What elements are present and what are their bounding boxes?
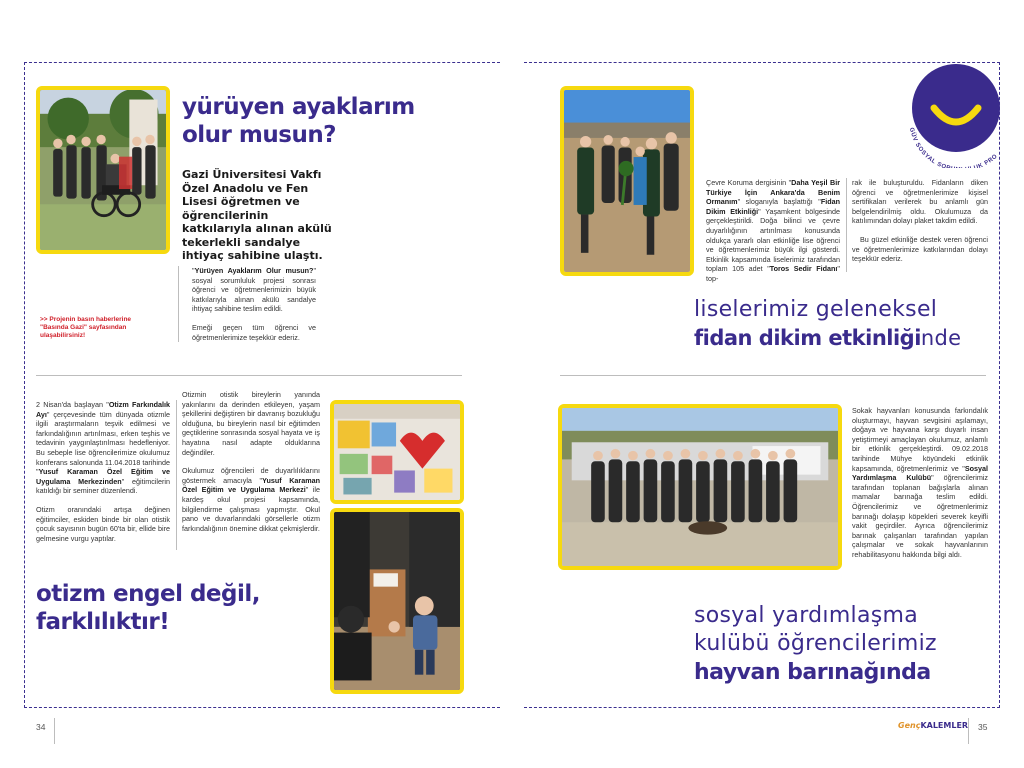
tree-planting-photo	[560, 86, 694, 276]
article2-col2-p1: Otizmin otistik bireylerin yanında yakınlarını da derinden etkileyen, yaşam şekillerini değiştiren bir davranış bozukluğu olduğuna, bu bireylerin nasıl bir eğitimden geçtiklerine sonrasında sosyal hayata ve iş hayatına nasıl adapte olduklarına değindiler.	[182, 390, 320, 457]
text-segment: Sokak hayvanları konusunda farkındalık oluşturmayı, hayvan sevgisini aşılamayı, doğaya ve hayvana karşı duyarlı insan yetiştirmeyi amaçlayan okulumuz, anlamlı bir etkinlik gerçekleştirdi. 09.02.2018 tarihinde Mühye köyündeki etkinlik kapsamında, öğretmenlerimiz ve "	[852, 406, 988, 473]
article3-title-suffix: nde	[920, 326, 962, 350]
text-segment: Çevre Koruma dergisinin "	[706, 178, 792, 187]
project-name: Yürüyen Ayaklarım Olur musun?	[194, 266, 314, 275]
press-note-line1: >> Projenin basın haberlerine	[40, 316, 132, 323]
page-number-left: 34	[36, 722, 46, 732]
article2-title-line2: farklılıktır!	[36, 609, 170, 635]
slogan: Daha Yeşil Bir Türkiye İçin Ankara'da Benim Ormanım	[706, 178, 840, 207]
text-segment: 2 Nisan'da başlayan "	[36, 400, 109, 409]
article4-title	[694, 602, 994, 688]
event-name: Fidan Dikim Etkinliği	[706, 197, 840, 216]
article2-col1	[36, 400, 170, 552]
badge-text: GÜV SOSYAL SO UK PRO	[907, 127, 1000, 168]
article4-title-line1: sosyal yardımlaşma	[694, 603, 919, 628]
article3-col2	[852, 178, 988, 273]
article2-title	[36, 580, 260, 636]
center-name: Yusuf Karaman Özel Eğitim ve Uygulama Merkezi	[182, 475, 320, 495]
text-segment: " çerçevesinde tüm dünyada otizmle ilgili araştırmaların teşvik edilmesi ve farkındalığının artırılması, erken teşhis ve tedavinin yaygınlaştırılması hedefleniyor. Bu sebeple lise öğrencilerimize okulumuz konferans salonunda 11.04.2018 tarihinde "	[36, 409, 170, 477]
autism-wall-photo	[330, 400, 464, 504]
text-segment: " sloganıyla başlattığı "	[737, 197, 821, 207]
press-note-line3: ulaşabilirsiniz!	[40, 332, 86, 339]
article1-lead: Gazi Üniversitesi Vakfı Özel Anadolu ve Fen Lisesi öğretmen ve öğrencilerinin katkılarıyla alınan akülü tekerlekli sandalye ihtiyaç sahibine ulaştı.	[182, 168, 332, 262]
child-activity-photo	[330, 508, 464, 694]
article1-title-line1: yürüyen ayaklarım	[182, 94, 415, 120]
article3-col2-p2: Bu güzel etkinliğe destek veren öğrenci ve öğretmenlerimize katkılarından dolayı teşekkür ederiz.	[852, 234, 988, 264]
footer-divider	[54, 718, 55, 744]
text-segment: " Yaşamkent bölgesinde gerçekleştirildi. Doğa bilinci ve çevre duyarlılığının artırılması konusunda oldukça yararlı olan etkinliğe lise öğrenci ve öğretmenlerimiz büyük ilgi gösterdi. Etkinlik kapsamında liselerimiz tarafından toplam 105 adet "	[706, 206, 841, 274]
article4-body	[852, 406, 988, 569]
genc-kalemler-logo	[898, 721, 968, 730]
divider-vertical	[178, 266, 179, 342]
article1-body: "Yürüyen Ayaklarım Olur musun?" sosyal sorumluluk projesi sonrası öğrenci ve öğretmenlerimizin büyük katkılarıyla alınan akülü sandalye ihtiyaç sahibine teslim edildi. Emeği geçen tüm öğrenci ve öğretmenlerimize teşekkür ederiz.	[192, 266, 316, 342]
article3-col1	[706, 178, 840, 293]
club-name: Sosyal Yardımlaşma Kulübü	[852, 463, 988, 483]
article4-title-line3: hayvan barınağında	[694, 660, 931, 685]
logo-prefix: Genç	[898, 721, 921, 730]
article3-title	[694, 296, 994, 353]
press-note	[40, 316, 150, 340]
article3-title-line1: liselerimiz geleneksel	[694, 297, 938, 322]
article3-title-line2	[694, 324, 994, 353]
text-segment: " öğrencilerimiz tarafından toplanan bağışlarla alınan mamalar barınağa teslim edildi. Öğrencilerimiz ve öğretmenlerimiz barınağı dolaşıp köpekleri severek keyifli vakit geçirdiler. Ayrıca öğrencilerimiz barınak çalışanları tarafından yapılan çalışmalar ve sokak hayvanlarının rehabilitasyonu hakkında bilgi aldı.	[852, 473, 988, 559]
center-name: Yusuf Karaman Özel Eğitim ve Uygulama Merkezinden	[36, 467, 170, 486]
divider-vertical	[846, 178, 847, 272]
article3-col2-p1: rak ile buluşturuldu. Fidanların diken öğrenci ve öğretmenlerimize kişisel sertifikaları verilerek bu anlamlı gün belgelendirilmiş oldu. Okulumuza da katılımından dolayı plaket takdim edildi.	[852, 178, 988, 226]
article3-title-bold: fidan dikim etkinliği	[694, 326, 921, 350]
article1-title-line2: olur musun?	[182, 122, 337, 148]
sapling-name: Toros Sedir Fidanı	[769, 264, 838, 274]
section-divider	[560, 375, 986, 376]
page-number-right: 35	[978, 722, 988, 732]
section-divider	[36, 375, 462, 376]
logo-main: KALEMLER	[920, 721, 969, 730]
text-segment: " top-	[706, 264, 840, 283]
divider-vertical	[176, 400, 177, 550]
article2-col2	[182, 390, 320, 542]
footer-divider	[968, 718, 969, 744]
text-segment: " ile kardeş okul projesi kapsamında, bilgilendirme çalışması yapmıştır. Okul pano ve duvarlarındaki görsellerle otizm farkındalığının önemine dikkat çekmişlerdir.	[182, 485, 321, 533]
article1-body1: sosyal sorumluluk projesi sonrası öğrenci ve öğretmenlerimizin büyük katkılarıyla alınan akülü sandalye ihtiyaç sahibine teslim edildi.	[192, 275, 316, 314]
article1-body2: Emeği geçen tüm öğrenci ve öğretmenlerimize teşekkür ederiz.	[192, 322, 316, 342]
animal-shelter-photo	[558, 404, 842, 570]
article4-title-line2: kulübü öğrencilerimiz	[694, 631, 937, 656]
article2-col1-p2: Otizm oranındaki artışa değinen eğitimciler, eskiden binde bir olan otistik çocuk sayısının bugün 60'ta bir, ellide bire gelmesine vurgu yaptılar.	[36, 504, 170, 543]
social-responsibility-badge	[898, 58, 1008, 168]
wheelchair-photo	[36, 86, 170, 254]
press-note-line2: "Basında Gazi" sayfasından	[40, 324, 127, 331]
text-segment: Okulumuz öğrencileri de duyarlılıklarını göstermek amacıyla "	[182, 466, 320, 485]
article2-title-line1: otizm engel değil,	[36, 581, 260, 607]
article1-title	[182, 93, 415, 149]
text-segment: " eğitimcilerin katıldığı bir seminer düzenlendi.	[36, 476, 171, 496]
smile-badge-icon	[898, 58, 1008, 168]
event-name: Otizm Farkındalık Ayı	[36, 400, 170, 419]
